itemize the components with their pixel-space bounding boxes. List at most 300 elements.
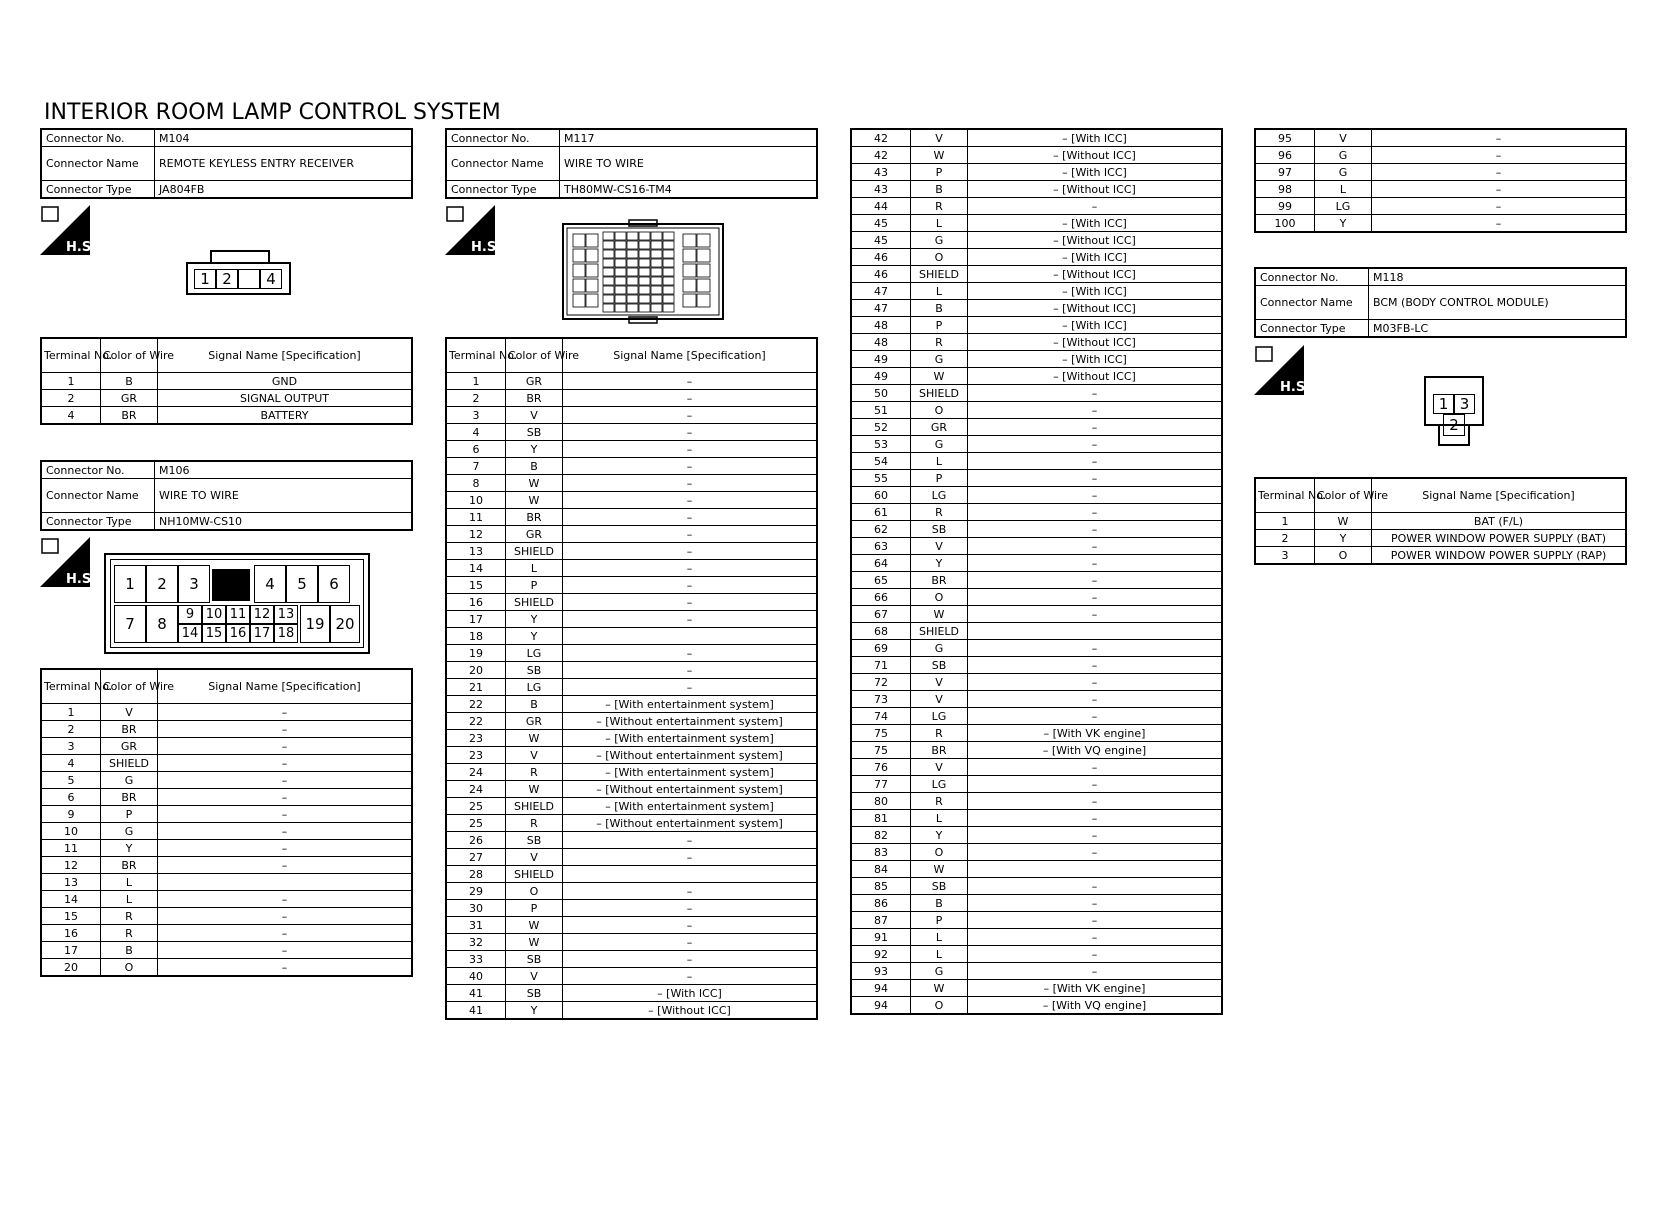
table-row — [446, 883, 817, 900]
wire-color-cell: SB — [911, 521, 968, 538]
table-row — [1255, 164, 1626, 181]
signal-name-cell: – [Without ICC] — [968, 334, 1223, 351]
connector-no-label: Connector No. — [41, 461, 155, 479]
table-row — [41, 959, 412, 977]
signal-name-cell: – — [563, 458, 818, 475]
terminal-cell: 23 — [446, 730, 506, 747]
table-row — [446, 866, 817, 883]
connector-name-value: BCM (BODY CONTROL MODULE) — [1369, 286, 1627, 320]
wire-color-cell: SB — [506, 832, 563, 849]
table-row — [446, 662, 817, 679]
signal-name-cell: – — [968, 487, 1223, 504]
signal-name-cell: – [Without ICC] — [968, 300, 1223, 317]
table-row — [41, 772, 412, 789]
terminal-cell: 25 — [446, 815, 506, 832]
wire-color-cell: SHIELD — [506, 543, 563, 560]
signal-name-cell: – [With ICC] — [968, 129, 1223, 147]
connector-name-label: Connector Name — [41, 479, 155, 513]
table-row — [41, 857, 412, 874]
connector-no-value: M117 — [560, 129, 818, 147]
signal-name-cell: – — [563, 475, 818, 492]
wire-color-cell: V — [1315, 129, 1372, 147]
terminal-cell: 11 — [446, 509, 506, 526]
keyway-block — [212, 569, 250, 601]
table-row — [41, 823, 412, 840]
signal-name-cell: – — [563, 373, 818, 390]
wire-color-cell: BR — [101, 721, 158, 738]
terminal-cell: 81 — [851, 810, 911, 827]
signal-name-cell: GND — [158, 373, 413, 390]
terminal-cell: 10 — [446, 492, 506, 509]
signal-name-cell: – — [563, 645, 818, 662]
wire-color-cell: SB — [506, 424, 563, 441]
table-row — [851, 997, 1222, 1015]
terminal-cell: 44 — [851, 198, 911, 215]
terminal-cell: 18 — [446, 628, 506, 645]
wire-color-cell: Y — [506, 611, 563, 628]
wire-color-cell: W — [506, 917, 563, 934]
signal-name-cell: – [Without ICC] — [968, 266, 1223, 283]
table-row — [851, 266, 1222, 283]
connector-name-label: Connector Name — [446, 147, 560, 181]
wire-color-cell: O — [911, 844, 968, 861]
wire-color-cell: Y — [506, 441, 563, 458]
hs-connector-icon — [445, 205, 502, 255]
terminal-cell: 22 — [446, 696, 506, 713]
col-signal: Signal Name [Specification] — [563, 338, 818, 373]
terminal-cell: 2 — [41, 390, 101, 407]
terminal-cell: 25 — [446, 798, 506, 815]
terminal-cell: 93 — [851, 963, 911, 980]
m104-info — [40, 128, 413, 199]
terminal-cell: 5 — [41, 772, 101, 789]
terminal-cell: 19 — [446, 645, 506, 662]
signal-name-cell: – — [1372, 198, 1627, 215]
wire-color-cell: P — [506, 900, 563, 917]
pin-cavity: 19 — [300, 605, 330, 643]
table-row — [41, 874, 412, 891]
terminal-cell: 77 — [851, 776, 911, 793]
col-terminal: Terminal No. — [41, 338, 101, 373]
signal-name-cell: – [Without ICC] — [968, 147, 1223, 164]
wire-color-cell: W — [506, 934, 563, 951]
terminal-cell: 4 — [41, 755, 101, 772]
table-row — [851, 691, 1222, 708]
signal-name-cell: – — [563, 543, 818, 560]
signal-name-cell: BAT (F/L) — [1372, 513, 1627, 530]
wire-color-cell: GR — [506, 713, 563, 730]
terminal-cell: 27 — [446, 849, 506, 866]
table-row — [851, 895, 1222, 912]
signal-name-cell: – — [563, 441, 818, 458]
hs-connector-icon — [40, 205, 97, 255]
connector-type-value: M03FB-LC — [1369, 320, 1627, 338]
table-row — [851, 470, 1222, 487]
terminal-cell: 15 — [446, 577, 506, 594]
pin-cavity: 18 — [274, 624, 298, 643]
wire-color-cell: P — [911, 912, 968, 929]
wire-color-cell: B — [911, 181, 968, 198]
signal-name-cell: – — [158, 772, 413, 789]
terminal-cell: 10 — [41, 823, 101, 840]
signal-name-cell: – — [563, 917, 818, 934]
wire-color-cell: SHIELD — [506, 594, 563, 611]
wire-color-cell: P — [506, 577, 563, 594]
terminal-cell: 29 — [446, 883, 506, 900]
wire-color-cell: SHIELD — [911, 623, 968, 640]
table-row — [851, 793, 1222, 810]
signal-name-cell: – — [563, 934, 818, 951]
table-row — [446, 849, 817, 866]
signal-name-cell: – — [563, 849, 818, 866]
wire-color-cell: BR — [101, 407, 158, 425]
wire-color-cell: L — [911, 929, 968, 946]
table-row — [851, 402, 1222, 419]
wire-color-cell: G — [1315, 147, 1372, 164]
signal-name-cell: – [Without entertainment system] — [563, 781, 818, 798]
col-terminal: Terminal No. — [446, 338, 506, 373]
signal-name-cell: – — [158, 942, 413, 959]
wire-color-cell: V — [911, 674, 968, 691]
signal-name-cell: – — [968, 946, 1223, 963]
m106-info — [40, 460, 413, 531]
table-row — [1255, 513, 1626, 530]
signal-name-cell: – — [158, 789, 413, 806]
wire-color-cell: W — [911, 368, 968, 385]
signal-name-cell: – — [563, 424, 818, 441]
wire-color-cell: O — [911, 402, 968, 419]
terminal-cell: 1 — [41, 704, 101, 721]
terminal-cell: 55 — [851, 470, 911, 487]
terminal-cell: 71 — [851, 657, 911, 674]
signal-name-cell: – — [563, 883, 818, 900]
table-row — [41, 390, 412, 407]
wire-color-cell: W — [506, 492, 563, 509]
wire-color-cell: SHIELD — [101, 755, 158, 772]
terminal-cell: 12 — [41, 857, 101, 874]
wire-color-cell: Y — [1315, 215, 1372, 233]
wire-color-cell: SHIELD — [911, 266, 968, 283]
table-row — [1255, 147, 1626, 164]
signal-name-cell: – — [563, 492, 818, 509]
table-row — [851, 725, 1222, 742]
table-row — [851, 606, 1222, 623]
connector-no-value: M106 — [155, 461, 413, 479]
terminal-cell: 51 — [851, 402, 911, 419]
signal-name-cell: – — [563, 526, 818, 543]
table-row — [851, 963, 1222, 980]
terminal-cell: 4 — [446, 424, 506, 441]
table-row — [851, 453, 1222, 470]
signal-name-cell: POWER WINDOW POWER SUPPLY (RAP) — [1372, 547, 1627, 565]
wire-color-cell: G — [101, 823, 158, 840]
pin-cavity: 11 — [226, 605, 250, 624]
wire-color-cell: O — [911, 249, 968, 266]
signal-name-cell: – — [968, 504, 1223, 521]
table-row — [851, 861, 1222, 878]
table-row — [446, 424, 817, 441]
col-signal: Signal Name [Specification] — [158, 669, 413, 704]
signal-name-cell: – — [563, 560, 818, 577]
terminal-cell: 3 — [41, 738, 101, 755]
wire-color-cell: V — [506, 849, 563, 866]
terminal-cell: 80 — [851, 793, 911, 810]
signal-name-cell: – — [563, 968, 818, 985]
col-signal: Signal Name [Specification] — [1372, 478, 1627, 513]
pin-cavity: 2 — [216, 269, 238, 289]
pin-cavity: 7 — [114, 605, 146, 643]
wire-color-cell: R — [101, 925, 158, 942]
terminal-cell: 64 — [851, 555, 911, 572]
table-row — [446, 611, 817, 628]
terminal-cell: 41 — [446, 1002, 506, 1020]
pin-cavity: 10 — [202, 605, 226, 624]
pin-cavity: 2 — [146, 565, 178, 603]
table-row — [41, 755, 412, 772]
signal-name-cell: – [With ICC] — [968, 351, 1223, 368]
signal-name-cell: – — [968, 198, 1223, 215]
signal-name-cell: – — [563, 662, 818, 679]
wire-color-cell: LG — [506, 679, 563, 696]
table-row — [446, 458, 817, 475]
hs-label: H.S. — [66, 572, 97, 587]
table-row — [851, 351, 1222, 368]
table-row — [446, 679, 817, 696]
wire-color-cell: R — [911, 198, 968, 215]
terminal-cell: 12 — [446, 526, 506, 543]
hs-connector-icon — [40, 537, 97, 587]
wire-color-cell: V — [911, 691, 968, 708]
signal-name-cell: – — [158, 857, 413, 874]
table-row — [851, 147, 1222, 164]
signal-name-cell: – [With ICC] — [563, 985, 818, 1002]
signal-name-cell: – — [968, 572, 1223, 589]
signal-name-cell: – — [968, 521, 1223, 538]
table-row — [446, 390, 817, 407]
wire-color-cell: BR — [506, 390, 563, 407]
signal-name-cell: – — [968, 640, 1223, 657]
signal-name-cell: – [With entertainment system] — [563, 798, 818, 815]
signal-name-cell: – — [968, 810, 1223, 827]
table-row — [851, 164, 1222, 181]
hs-label: H.S. — [1280, 380, 1311, 395]
table-row — [851, 504, 1222, 521]
wire-color-cell: G — [911, 436, 968, 453]
signal-name-cell: – [Without entertainment system] — [563, 747, 818, 764]
terminal-cell: 96 — [1255, 147, 1315, 164]
terminal-cell: 15 — [41, 908, 101, 925]
m104-connector-face — [186, 250, 291, 295]
pin-cavity: 14 — [178, 624, 202, 643]
signal-name-cell: – — [563, 509, 818, 526]
wire-color-cell: V — [506, 968, 563, 985]
terminal-cell: 42 — [851, 147, 911, 164]
signal-name-cell: – — [968, 419, 1223, 436]
table-row — [851, 215, 1222, 232]
table-row — [851, 980, 1222, 997]
page-title: INTERIOR ROOM LAMP CONTROL SYSTEM — [44, 100, 501, 125]
table-row — [851, 385, 1222, 402]
terminal-cell: 65 — [851, 572, 911, 589]
wire-color-cell: GR — [101, 738, 158, 755]
table-row — [41, 407, 412, 425]
signal-name-cell: – — [158, 738, 413, 755]
terminal-cell: 26 — [446, 832, 506, 849]
table-row — [446, 832, 817, 849]
wire-color-cell: V — [911, 538, 968, 555]
table-row — [446, 594, 817, 611]
terminal-cell: 75 — [851, 742, 911, 759]
terminal-cell: 4 — [41, 407, 101, 425]
wire-color-cell: B — [506, 696, 563, 713]
signal-name-cell: – — [1372, 181, 1627, 198]
pin-cavity: 3 — [178, 565, 210, 603]
connector-no-label: Connector No. — [41, 129, 155, 147]
pin-cavity: 15 — [202, 624, 226, 643]
signal-name-cell: – [With ICC] — [968, 317, 1223, 334]
signal-name-cell: – — [158, 823, 413, 840]
signal-name-cell: – — [968, 453, 1223, 470]
wire-color-cell: R — [101, 908, 158, 925]
signal-name-cell: – — [968, 555, 1223, 572]
signal-name-cell: – — [968, 470, 1223, 487]
signal-name-cell — [968, 623, 1223, 640]
wire-color-cell: W — [911, 861, 968, 878]
signal-name-cell: POWER WINDOW POWER SUPPLY (BAT) — [1372, 530, 1627, 547]
table-row — [446, 645, 817, 662]
wire-color-cell: Y — [101, 840, 158, 857]
table-row — [446, 526, 817, 543]
table-row — [851, 844, 1222, 861]
signal-name-cell: – [With VQ engine] — [968, 997, 1223, 1015]
table-row — [446, 951, 817, 968]
table-row — [446, 798, 817, 815]
wire-color-cell: Y — [1315, 530, 1372, 547]
signal-name-cell: SIGNAL OUTPUT — [158, 390, 413, 407]
signal-name-cell: – — [968, 929, 1223, 946]
pin-cavity: 6 — [318, 565, 350, 603]
table-row — [41, 738, 412, 755]
terminal-cell: 86 — [851, 895, 911, 912]
connector-type-value: TH80MW-CS16-TM4 — [560, 181, 818, 199]
terminal-cell: 87 — [851, 912, 911, 929]
table-row — [1255, 530, 1626, 547]
signal-name-cell: – — [968, 674, 1223, 691]
table-row — [446, 815, 817, 832]
table-row — [1255, 198, 1626, 215]
wire-color-cell: GR — [506, 373, 563, 390]
signal-name-cell: – — [563, 577, 818, 594]
table-row — [446, 492, 817, 509]
terminal-cell: 20 — [446, 662, 506, 679]
wire-color-cell: R — [506, 815, 563, 832]
terminal-cell: 49 — [851, 368, 911, 385]
terminal-cell: 46 — [851, 249, 911, 266]
signal-name-cell: – — [968, 827, 1223, 844]
table-row — [851, 912, 1222, 929]
wire-color-cell: G — [911, 640, 968, 657]
wire-color-cell: L — [101, 874, 158, 891]
terminal-cell: 53 — [851, 436, 911, 453]
wire-color-cell: Y — [506, 1002, 563, 1020]
wire-color-cell: O — [101, 959, 158, 977]
pin-cavity: 4 — [254, 565, 286, 603]
m117-info — [445, 128, 818, 199]
terminal-cell: 76 — [851, 759, 911, 776]
wire-color-cell: G — [911, 232, 968, 249]
pin-cavity: 13 — [274, 605, 298, 624]
signal-name-cell: – — [158, 891, 413, 908]
table-row — [851, 249, 1222, 266]
wire-color-cell: V — [506, 407, 563, 424]
signal-name-cell: – — [968, 878, 1223, 895]
terminal-cell: 48 — [851, 334, 911, 351]
m106-connector-face — [104, 553, 370, 654]
table-row — [851, 878, 1222, 895]
signal-name-cell: – [With entertainment system] — [563, 730, 818, 747]
pin-cavity-empty — [238, 269, 260, 289]
m117-pin-table — [445, 337, 818, 1020]
wire-color-cell: LG — [911, 487, 968, 504]
table-row — [41, 925, 412, 942]
table-row — [446, 407, 817, 424]
table-row — [851, 623, 1222, 640]
terminal-cell: 1 — [1255, 513, 1315, 530]
table-row — [1255, 215, 1626, 233]
wire-color-cell: BR — [911, 572, 968, 589]
signal-name-cell: – — [158, 959, 413, 977]
wire-color-cell: G — [1315, 164, 1372, 181]
table-row — [41, 373, 412, 390]
connector-name-value: WIRE TO WIRE — [560, 147, 818, 181]
table-row — [446, 373, 817, 390]
col-terminal: Terminal No. — [1255, 478, 1315, 513]
wire-color-cell: O — [506, 883, 563, 900]
wire-color-cell: R — [911, 725, 968, 742]
hs-label: H.S. — [66, 240, 97, 255]
table-row — [851, 283, 1222, 300]
pin-cavity: 16 — [226, 624, 250, 643]
wire-color-cell: L — [911, 283, 968, 300]
terminal-cell: 72 — [851, 674, 911, 691]
signal-name-cell — [158, 874, 413, 891]
signal-name-cell: – — [563, 679, 818, 696]
wire-color-cell: W — [1315, 513, 1372, 530]
signal-name-cell: – — [968, 385, 1223, 402]
wire-color-cell: O — [911, 589, 968, 606]
terminal-cell: 47 — [851, 300, 911, 317]
terminal-cell: 48 — [851, 317, 911, 334]
signal-name-cell: – — [968, 402, 1223, 419]
pin-cavity: 3 — [1454, 394, 1475, 414]
signal-name-cell: – — [1372, 147, 1627, 164]
terminal-cell: 66 — [851, 589, 911, 606]
signal-name-cell: – — [158, 925, 413, 942]
table-row — [851, 232, 1222, 249]
table-row — [446, 764, 817, 781]
signal-name-cell: BATTERY — [158, 407, 413, 425]
signal-name-cell: – — [968, 912, 1223, 929]
pin-cavity: 1 — [194, 269, 216, 289]
terminal-cell: 91 — [851, 929, 911, 946]
terminal-cell: 8 — [446, 475, 506, 492]
table-row — [851, 334, 1222, 351]
terminal-cell: 54 — [851, 453, 911, 470]
m117-pin-table-continued — [850, 128, 1223, 1015]
wire-color-cell: B — [101, 942, 158, 959]
terminal-cell: 92 — [851, 946, 911, 963]
terminal-cell: 20 — [41, 959, 101, 977]
